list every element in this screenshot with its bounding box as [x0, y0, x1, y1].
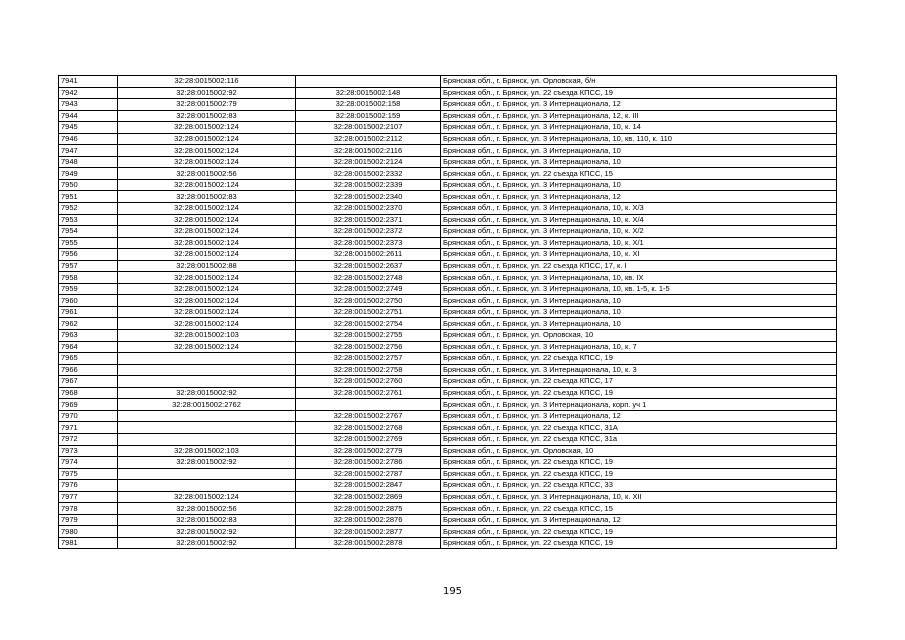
row-number-cell: 7974 — [59, 457, 118, 469]
row-number-cell: 7975 — [59, 468, 118, 480]
address-cell: Брянская обл., г. Брянск, ул. 22 съезда КПСС, 19 — [441, 353, 837, 365]
object-cadastral-number-cell: 32:28:0015002:2340 — [296, 191, 441, 203]
object-cadastral-number-cell: 32:28:0015002:2750 — [296, 295, 441, 307]
land-cadastral-number-cell: 32:28:0015002:103 — [118, 445, 296, 457]
address-cell: Брянская обл., г. Брянск, ул. 3 Интернационала, 12 — [441, 514, 837, 526]
table-row — [59, 295, 837, 307]
table-row — [59, 168, 837, 180]
table-row — [59, 330, 837, 342]
land-cadastral-number-cell: 32:28:0015002:124 — [118, 295, 296, 307]
address-cell: Брянская обл., г. Брянск, ул. 3 Интернационала, 12, к. III — [441, 110, 837, 122]
object-cadastral-number-cell: 32:28:0015002:159 — [296, 110, 441, 122]
land-cadastral-number-cell — [118, 353, 296, 365]
row-number-cell: 7980 — [59, 526, 118, 538]
object-cadastral-number-cell — [296, 76, 441, 88]
address-cell: Брянская обл., г. Брянск, ул. 3 Интернационала, 10, кв. 110, к. 110 — [441, 133, 837, 145]
table-row — [59, 145, 837, 157]
object-cadastral-number-cell: 32:28:0015002:2761 — [296, 387, 441, 399]
table-row — [59, 237, 837, 249]
land-cadastral-number-cell — [118, 480, 296, 492]
table-row — [59, 156, 837, 168]
address-cell: Брянская обл., г. Брянск, ул. 3 Интернационала, 10, кв. 1-5, к. 1-5 — [441, 283, 837, 295]
row-number-cell: 7970 — [59, 410, 118, 422]
address-cell: Брянская обл., г. Брянск, ул. 22 съезда КПСС, 15 — [441, 168, 837, 180]
row-number-cell: 7961 — [59, 306, 118, 318]
table-row — [59, 399, 837, 411]
table-row — [59, 514, 837, 526]
row-number-cell: 7960 — [59, 295, 118, 307]
row-number-cell: 7954 — [59, 226, 118, 238]
object-cadastral-number-cell: 32:28:0015002:158 — [296, 99, 441, 111]
object-cadastral-number-cell: 32:28:0015002:2877 — [296, 526, 441, 538]
land-cadastral-number-cell — [118, 433, 296, 445]
address-cell: Брянская обл., г. Брянск, ул. 3 Интернационала, 10 — [441, 318, 837, 330]
object-cadastral-number-cell: 32:28:0015002:2875 — [296, 503, 441, 515]
land-cadastral-number-cell: 32:28:0015002:83 — [118, 514, 296, 526]
table-row — [59, 260, 837, 272]
land-cadastral-number-cell: 32:28:0015002:124 — [118, 145, 296, 157]
address-cell: Брянская обл., г. Брянск, ул. 22 съезда КПСС, 31а — [441, 433, 837, 445]
row-number-cell: 7978 — [59, 503, 118, 515]
object-cadastral-number-cell: 32:28:0015002:2767 — [296, 410, 441, 422]
row-number-cell: 7958 — [59, 272, 118, 284]
page-number: 195 — [442, 586, 463, 597]
row-number-cell: 7957 — [59, 260, 118, 272]
address-cell: Брянская обл., г. Брянск, ул. 3 Интернационала, 10, к. XI — [441, 249, 837, 261]
table-row — [59, 283, 837, 295]
object-cadastral-number-cell: 32:28:0015002:2637 — [296, 260, 441, 272]
object-cadastral-number-cell: 32:28:0015002:2779 — [296, 445, 441, 457]
object-cadastral-number-cell — [296, 399, 441, 411]
object-cadastral-number-cell: 32:28:0015002:2611 — [296, 249, 441, 261]
row-number-cell: 7976 — [59, 480, 118, 492]
address-cell: Брянская обл., г. Брянск, ул. 3 Интернационала, 10, к. X/1 — [441, 237, 837, 249]
land-cadastral-number-cell: 32:28:0015002:92 — [118, 537, 296, 549]
table-row — [59, 133, 837, 145]
row-number-cell: 7968 — [59, 387, 118, 399]
address-cell: Брянская обл., г. Брянск, ул. 3 Интернационала, 12 — [441, 99, 837, 111]
table-row — [59, 191, 837, 203]
table-row — [59, 353, 837, 365]
address-cell: Брянская обл., г. Брянск, ул. 3 Интернационала, 10, кв. IX — [441, 272, 837, 284]
object-cadastral-number-cell: 32:28:0015002:2769 — [296, 433, 441, 445]
address-cell: Брянская обл., г. Брянск, ул. 3 Интернационала, 10, к. X/3 — [441, 203, 837, 215]
land-cadastral-number-cell — [118, 410, 296, 422]
object-cadastral-number-cell: 32:28:0015002:148 — [296, 87, 441, 99]
row-number-cell: 7972 — [59, 433, 118, 445]
address-cell: Брянская обл., г. Брянск, ул. 22 съезда КПСС, 19 — [441, 468, 837, 480]
land-cadastral-number-cell — [118, 364, 296, 376]
object-cadastral-number-cell: 32:28:0015002:2758 — [296, 364, 441, 376]
row-number-cell: 7959 — [59, 283, 118, 295]
land-cadastral-number-cell: 32:28:0015002:116 — [118, 76, 296, 88]
row-number-cell: 7943 — [59, 99, 118, 111]
address-cell: Брянская обл., г. Брянск, ул. 22 съезда КПСС, 15 — [441, 503, 837, 515]
row-number-cell: 7946 — [59, 133, 118, 145]
object-cadastral-number-cell: 32:28:0015002:2768 — [296, 422, 441, 434]
object-cadastral-number-cell: 32:28:0015002:2878 — [296, 537, 441, 549]
table-row — [59, 226, 837, 238]
object-cadastral-number-cell: 32:28:0015002:2372 — [296, 226, 441, 238]
table-row — [59, 503, 837, 515]
object-cadastral-number-cell: 32:28:0015002:2786 — [296, 457, 441, 469]
row-number-cell: 7967 — [59, 376, 118, 388]
row-number-cell: 7977 — [59, 491, 118, 503]
row-number-cell: 7956 — [59, 249, 118, 261]
land-cadastral-number-cell: 32:28:0015002:2762 — [118, 399, 296, 411]
land-cadastral-number-cell: 32:28:0015002:92 — [118, 457, 296, 469]
object-cadastral-number-cell: 32:28:0015002:2112 — [296, 133, 441, 145]
table-row — [59, 87, 837, 99]
address-cell: Брянская обл., г. Брянск, ул. 22 съезда КПСС, 19 — [441, 387, 837, 399]
land-cadastral-number-cell: 32:28:0015002:92 — [118, 387, 296, 399]
table-row — [59, 179, 837, 191]
address-cell: Брянская обл., г. Брянск, ул. 22 съезда КПСС, 19 — [441, 537, 837, 549]
object-cadastral-number-cell: 32:28:0015002:2751 — [296, 306, 441, 318]
object-cadastral-number-cell: 32:28:0015002:2373 — [296, 237, 441, 249]
address-cell: Брянская обл., г. Брянск, ул. 22 съезда КПСС, 19 — [441, 87, 837, 99]
address-cell: Брянская обл., г. Брянск, ул. 3 Интернационала, 10, к. X/4 — [441, 214, 837, 226]
row-number-cell: 7949 — [59, 168, 118, 180]
object-cadastral-number-cell: 32:28:0015002:2749 — [296, 283, 441, 295]
address-cell: Брянская обл., г. Брянск, ул. 22 съезда КПСС, 31А — [441, 422, 837, 434]
table-row — [59, 445, 837, 457]
address-cell: Брянская обл., г. Брянск, ул. 22 съезда КПСС, 19 — [441, 526, 837, 538]
address-cell: Брянская обл., г. Брянск, ул. 3 Интернационала, 10, к. 3 — [441, 364, 837, 376]
object-cadastral-number-cell: 32:28:0015002:2339 — [296, 179, 441, 191]
object-cadastral-number-cell: 32:28:0015002:2760 — [296, 376, 441, 388]
address-cell: Брянская обл., г. Брянск, ул. 3 Интернационала, 10, к. XII — [441, 491, 837, 503]
address-cell: Брянская обл., г. Брянск, ул. 3 Интернационала, 12 — [441, 410, 837, 422]
table-row — [59, 76, 837, 88]
land-cadastral-number-cell: 32:28:0015002:79 — [118, 99, 296, 111]
row-number-cell: 7941 — [59, 76, 118, 88]
object-cadastral-number-cell: 32:28:0015002:2124 — [296, 156, 441, 168]
object-cadastral-number-cell: 32:28:0015002:2869 — [296, 491, 441, 503]
row-number-cell: 7953 — [59, 214, 118, 226]
row-number-cell: 7948 — [59, 156, 118, 168]
land-cadastral-number-cell: 32:28:0015002:83 — [118, 191, 296, 203]
land-cadastral-number-cell: 32:28:0015002:92 — [118, 526, 296, 538]
land-cadastral-number-cell: 32:28:0015002:124 — [118, 179, 296, 191]
row-number-cell: 7971 — [59, 422, 118, 434]
land-cadastral-number-cell: 32:28:0015002:124 — [118, 272, 296, 284]
land-cadastral-number-cell: 32:28:0015002:56 — [118, 168, 296, 180]
land-cadastral-number-cell — [118, 376, 296, 388]
object-cadastral-number-cell: 32:28:0015002:2754 — [296, 318, 441, 330]
object-cadastral-number-cell: 32:28:0015002:2876 — [296, 514, 441, 526]
row-number-cell: 7966 — [59, 364, 118, 376]
land-cadastral-number-cell: 32:28:0015002:88 — [118, 260, 296, 272]
address-cell: Брянская обл., г. Брянск, ул. 3 Интернационала, 10 — [441, 156, 837, 168]
address-cell: Брянская обл., г. Брянск, ул. 3 Интернационала, 10 — [441, 295, 837, 307]
address-cell: Брянская обл., г. Брянск, ул. 22 съезда КПСС, 33 — [441, 480, 837, 492]
object-cadastral-number-cell: 32:28:0015002:2847 — [296, 480, 441, 492]
address-cell: Брянская обл., г. Брянск, ул. Орловская, 10 — [441, 330, 837, 342]
table-row — [59, 306, 837, 318]
table-row — [59, 318, 837, 330]
land-cadastral-number-cell: 32:28:0015002:92 — [118, 87, 296, 99]
land-cadastral-number-cell: 32:28:0015002:124 — [118, 214, 296, 226]
land-cadastral-number-cell: 32:28:0015002:83 — [118, 110, 296, 122]
land-cadastral-number-cell: 32:28:0015002:124 — [118, 203, 296, 215]
table-row — [59, 410, 837, 422]
table-row — [59, 387, 837, 399]
row-number-cell: 7962 — [59, 318, 118, 330]
land-cadastral-number-cell: 32:28:0015002:124 — [118, 122, 296, 134]
table-row — [59, 364, 837, 376]
address-cell: Брянская обл., г. Брянск, ул. Орловская, 10 — [441, 445, 837, 457]
table-row — [59, 457, 837, 469]
land-cadastral-number-cell: 32:28:0015002:124 — [118, 306, 296, 318]
table-row — [59, 468, 837, 480]
registry-table — [58, 75, 837, 549]
land-cadastral-number-cell — [118, 468, 296, 480]
table-row — [59, 122, 837, 134]
row-number-cell: 7969 — [59, 399, 118, 411]
row-number-cell: 7942 — [59, 87, 118, 99]
table-row — [59, 272, 837, 284]
land-cadastral-number-cell: 32:28:0015002:124 — [118, 283, 296, 295]
table-row — [59, 376, 837, 388]
address-cell: Брянская обл., г. Брянск, ул. 3 Интернационала, 10, к. X/2 — [441, 226, 837, 238]
row-number-cell: 7947 — [59, 145, 118, 157]
address-cell: Брянская обл., г. Брянск, ул. 22 съезда КПСС, 19 — [441, 457, 837, 469]
row-number-cell: 7964 — [59, 341, 118, 353]
row-number-cell: 7951 — [59, 191, 118, 203]
row-number-cell: 7979 — [59, 514, 118, 526]
object-cadastral-number-cell: 32:28:0015002:2748 — [296, 272, 441, 284]
land-cadastral-number-cell: 32:28:0015002:124 — [118, 226, 296, 238]
row-number-cell: 7965 — [59, 353, 118, 365]
object-cadastral-number-cell: 32:28:0015002:2757 — [296, 353, 441, 365]
address-cell: Брянская обл., г. Брянск, ул. 3 Интернационала, 10 — [441, 145, 837, 157]
table-row — [59, 491, 837, 503]
table-row — [59, 203, 837, 215]
row-number-cell: 7945 — [59, 122, 118, 134]
row-number-cell: 7955 — [59, 237, 118, 249]
table-row — [59, 537, 837, 549]
object-cadastral-number-cell: 32:28:0015002:2755 — [296, 330, 441, 342]
address-cell: Брянская обл., г. Брянск, ул. 3 Интернационала, 12 — [441, 191, 837, 203]
address-cell: Брянская обл., г. Брянск, ул. 22 съезда КПСС, 17 — [441, 376, 837, 388]
land-cadastral-number-cell: 32:28:0015002:124 — [118, 341, 296, 353]
land-cadastral-number-cell: 32:28:0015002:124 — [118, 318, 296, 330]
table-row — [59, 214, 837, 226]
row-number-cell: 7952 — [59, 203, 118, 215]
object-cadastral-number-cell: 32:28:0015002:2371 — [296, 214, 441, 226]
land-cadastral-number-cell: 32:28:0015002:124 — [118, 249, 296, 261]
address-cell: Брянская обл., г. Брянск, ул. 3 Интернационала, корп. уч 1 — [441, 399, 837, 411]
row-number-cell: 7973 — [59, 445, 118, 457]
object-cadastral-number-cell: 32:28:0015002:2756 — [296, 341, 441, 353]
table-row — [59, 526, 837, 538]
table-row — [59, 99, 837, 111]
row-number-cell: 7950 — [59, 179, 118, 191]
table-row — [59, 249, 837, 261]
object-cadastral-number-cell: 32:28:0015002:2370 — [296, 203, 441, 215]
row-number-cell: 7981 — [59, 537, 118, 549]
table-row — [59, 422, 837, 434]
object-cadastral-number-cell: 32:28:0015002:2787 — [296, 468, 441, 480]
land-cadastral-number-cell: 32:28:0015002:124 — [118, 491, 296, 503]
address-cell: Брянская обл., г. Брянск, ул. 3 Интернационала, 10 — [441, 306, 837, 318]
address-cell: Брянская обл., г. Брянск, ул. 22 съезда КПСС, 17, к. I — [441, 260, 837, 272]
address-cell: Брянская обл., г. Брянск, ул. Орловская, б/н — [441, 76, 837, 88]
table-row — [59, 110, 837, 122]
object-cadastral-number-cell: 32:28:0015002:2107 — [296, 122, 441, 134]
land-cadastral-number-cell — [118, 422, 296, 434]
table-row — [59, 341, 837, 353]
object-cadastral-number-cell: 32:28:0015002:2332 — [296, 168, 441, 180]
table-row — [59, 433, 837, 445]
address-cell: Брянская обл., г. Брянск, ул. 3 Интернационала, 10, к. 14 — [441, 122, 837, 134]
land-cadastral-number-cell: 32:28:0015002:56 — [118, 503, 296, 515]
land-cadastral-number-cell: 32:28:0015002:124 — [118, 133, 296, 145]
address-cell: Брянская обл., г. Брянск, ул. 3 Интернационала, 10, к. 7 — [441, 341, 837, 353]
object-cadastral-number-cell: 32:28:0015002:2116 — [296, 145, 441, 157]
table-row — [59, 480, 837, 492]
registry-table-body — [59, 76, 837, 549]
land-cadastral-number-cell: 32:28:0015002:103 — [118, 330, 296, 342]
address-cell: Брянская обл., г. Брянск, ул. 3 Интернационала, 10 — [441, 179, 837, 191]
land-cadastral-number-cell: 32:28:0015002:124 — [118, 156, 296, 168]
land-cadastral-number-cell: 32:28:0015002:124 — [118, 237, 296, 249]
row-number-cell: 7944 — [59, 110, 118, 122]
row-number-cell: 7963 — [59, 330, 118, 342]
